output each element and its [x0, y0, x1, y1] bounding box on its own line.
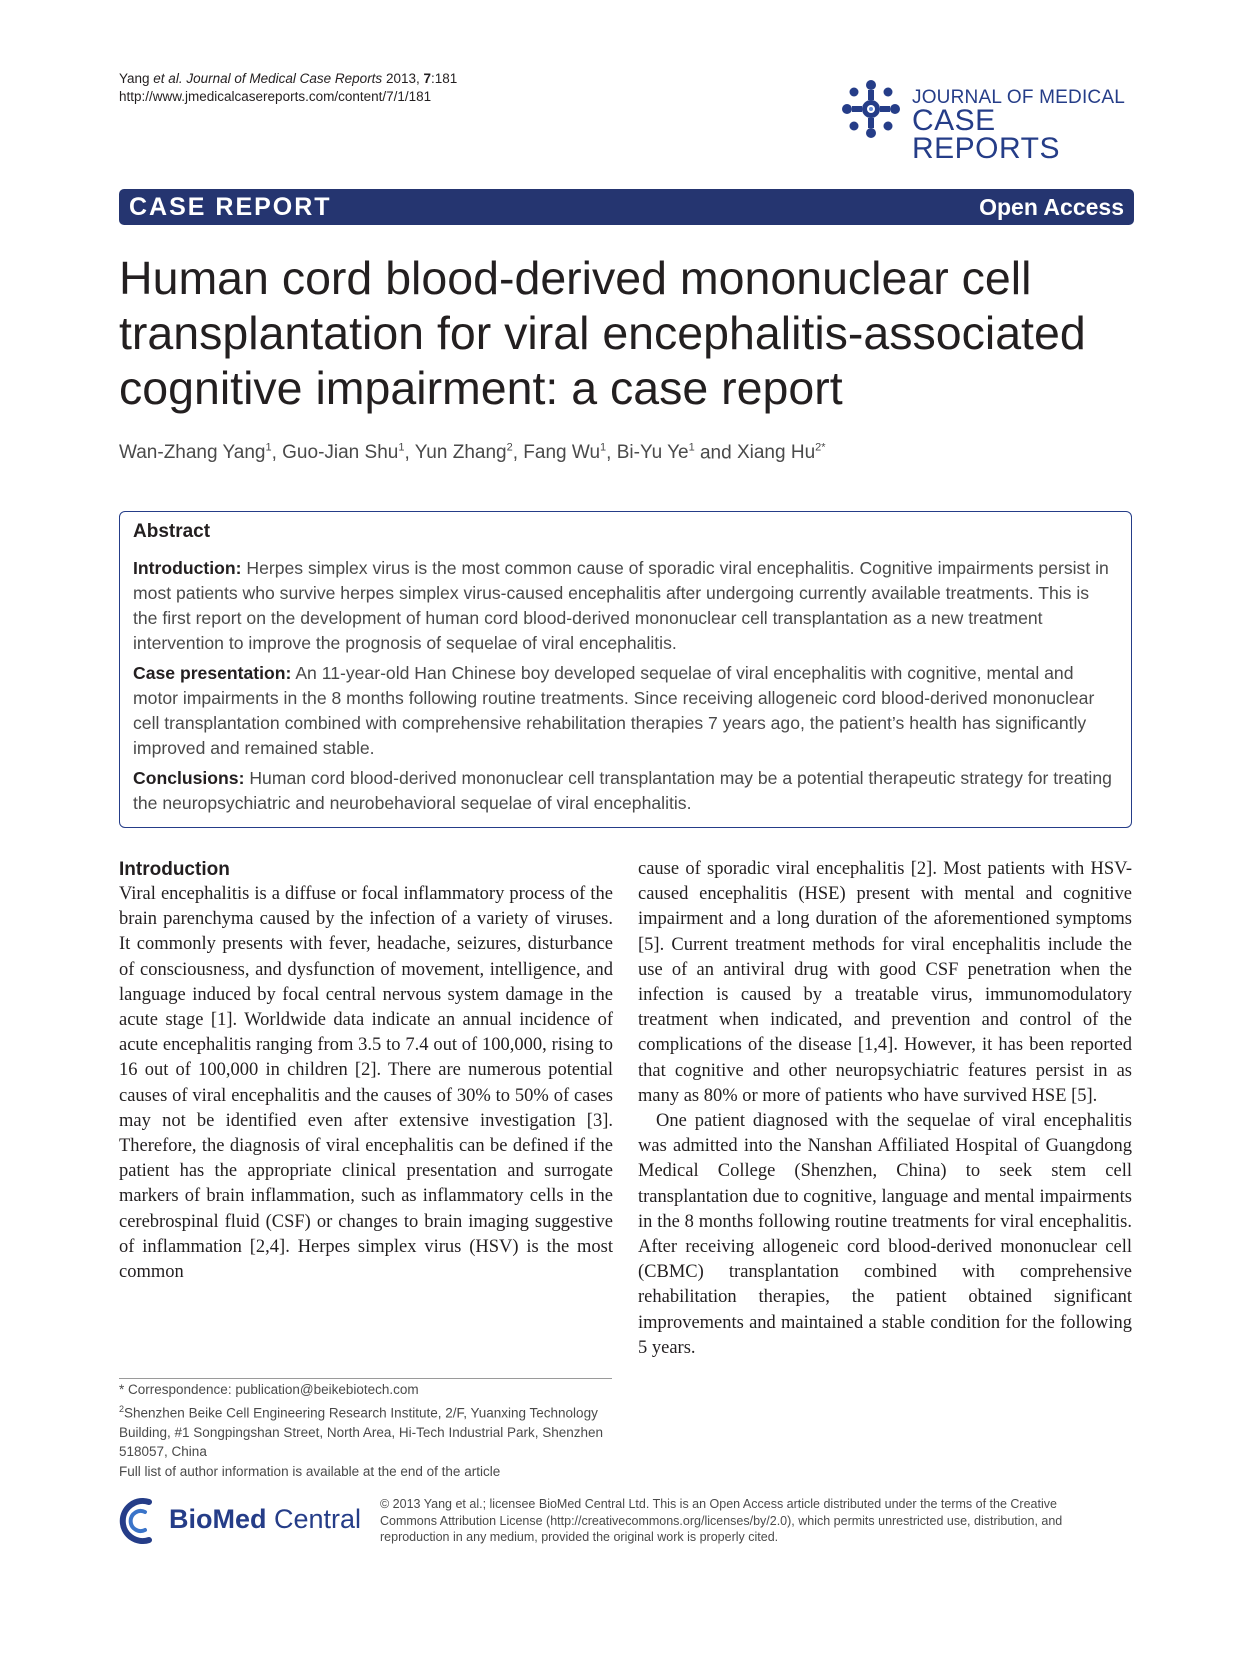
open-access-label: Open Access — [979, 194, 1124, 220]
body-paragraph: cause of sporadic viral encephalitis [2]. Most patients with HSV-caused encephalitis (HSE) present with mental and cognitive impairment and a long duration of the aforementioned symptoms [5]. Current treatment methods for viral encephalitis include the use of an antiviral drug with good CSF penetration when the infection is caused by a treatable virus, immunomodulatory treatment when indicated, and prevention and control of the complications of the disease [1,4]. However, it has been reported that cognitive and other neuropsychiatric features persist in as many as 80% or more of patients who have survived HSE [5]. — [638, 859, 1132, 1106]
author[interactable]: Xiang $Hu^{2*}$ — [736, 442, 826, 464]
citation-header — [119, 70, 457, 106]
article-url[interactable]: http://www.jmedicalcasereports.com/content/7/1/181 — [119, 89, 432, 104]
section-heading-introduction: Introduction — [119, 859, 230, 880]
article-title: Human cord blood-derived mononuclear cell transplantation for viral encephalitis-associated cognitive impairment: a case report — [119, 252, 1086, 414]
biomed-central-logo: BioMed Central — [119, 1496, 359, 1546]
author[interactable]: Wan-Zhang Yang$^1$ — [119, 442, 272, 464]
author[interactable]: Fang Wu$^1$ — [523, 442, 607, 464]
journal-logo — [838, 76, 1138, 165]
article-type: CASE REPORT — [129, 193, 332, 221]
logo-line-1: JOURNAL OF MEDICAL — [912, 87, 1125, 108]
correspondence-note: * Correspondence: publication@beikebiotech.com — [119, 1382, 419, 1397]
logo-line-2: CASE REPORTS — [912, 104, 1060, 165]
abstract-heading: Abstract — [133, 521, 211, 542]
abstract-conclusions: Conclusions: Human cord blood-derived mononuclear cell transplantation may be a potential therapeutic strategy for treating the neuropsychiatric and neurobehavioral sequelae of viral encephalitis. — [133, 768, 1112, 813]
body-right-column — [638, 857, 1132, 1361]
biomed-central-emblem-icon — [119, 1498, 165, 1544]
author-list: Wan-Zhang Yang$^1$, Guo-Jian Shu$^1$, Yun Zhang$^2$, Fang Wu$^1$, Bi-Yu Ye$^1$ and Xiang $Hu^{2*}$ — [119, 442, 826, 464]
footnote-divider — [119, 1378, 612, 1379]
body-left-column — [119, 857, 613, 1285]
author[interactable]: Yun Zhang$^2$ — [414, 442, 513, 464]
affiliation-note: $^2$Shenzhen Beike Cell Engineering Research Institute, 2/F, Yuanxing Technology Building, #1 Songpingshan Street, North Area, Hi-Tech Industrial Park, Shenzhen 518057, China — [119, 1403, 604, 1459]
body-paragraph: Viral encephalitis is a diffuse or focal inflammatory process of the brain parenchyma caused by the infection of a variety of viruses. It commonly presents with fever, headache, seizures, disturbance of consciousness, and dysfunction of movement, intelligence, and language induced by focal central nervous system damage in the acute stage [1]. Worldwide data indicate an annual incidence of acute encephalitis ranging from 3.5 to 7.4 out of 100,000, rising to 16 out of 100,000 in children [2]. There are numerous potential causes of viral encephalitis and the causes of 30% to 50% of cases may not be identified even after extensive investigation [3]. Therefore, the diagnosis of viral encephalitis can be defined if the patient has the appropriate clinical presentation and surrogate markers of brain inflammation, such as inflammatory cells in the cerebrospinal fluid (CSF) or changes to brain imaging suggestive of inflammation [2,4]. Herpes simplex virus (HSV) is the most common — [119, 884, 613, 1283]
abstract-box — [119, 511, 1132, 828]
author[interactable]: Bi-Yu Ye$^1$ — [616, 442, 695, 464]
citation-line: Yang et al. Journal of Medical Case Reports 2013, 7:181 — [119, 71, 458, 86]
author-info-note: Full list of author information is available at the end of the article — [119, 1463, 501, 1479]
footnotes — [119, 1380, 619, 1481]
license-statement: © 2013 Yang et al.; licensee BioMed Central Ltd. This is an Open Access article distributed under the terms of the Creative Commons Attribution License (http://creativecommons.org/licenses/by/2.0), which permits unrestricted use, distribution, and reproduction in any medium, provided the original work is properly cited. — [380, 1497, 1063, 1544]
abstract-introduction: Introduction: Herpes simplex virus is the most common cause of sporadic viral encephalitis. Cognitive impairments persist in most patients who survive herpes simplex virus-caused encephalitis after undergoing currently available treatments. This is the first report on the development of human cord blood-derived mononuclear cell transplantation as a new treatment intervention to improve the prognosis of sequelae of viral encephalitis. — [133, 558, 1109, 653]
author[interactable]: Guo-Jian Shu$^1$ — [282, 442, 405, 464]
abstract-case-presentation: Case presentation: An 11-year-old Han Chinese boy developed sequelae of viral encephalitis with cognitive, mental and motor impairments in the 8 months following routine treatments. Since receiving allogeneic cord blood-derived mononuclear cell transplantation combined with comprehensive rehabilitation therapies 7 years ago, the patient’s health has significantly improved and remained stable. — [133, 663, 1095, 758]
body-paragraph: One patient diagnosed with the sequelae of viral encephalitis was admitted into the Nanshan Affiliated Hospital of Guangdong Medical College (Shenzhen, China) to seek stem cell transplantation due to cognitive, language and mental impairments in the 8 months following routine treatments for viral encephalitis. After receiving allogeneic cord blood-derived mononuclear cell (CBMC) transplantation combined with comprehensive rehabilitation therapies, the patient obtained significant improvements and maintained a stable condition for the following 5 years. — [638, 1111, 1132, 1358]
article-type-banner — [119, 189, 1134, 225]
journal-emblem-icon — [838, 76, 904, 142]
